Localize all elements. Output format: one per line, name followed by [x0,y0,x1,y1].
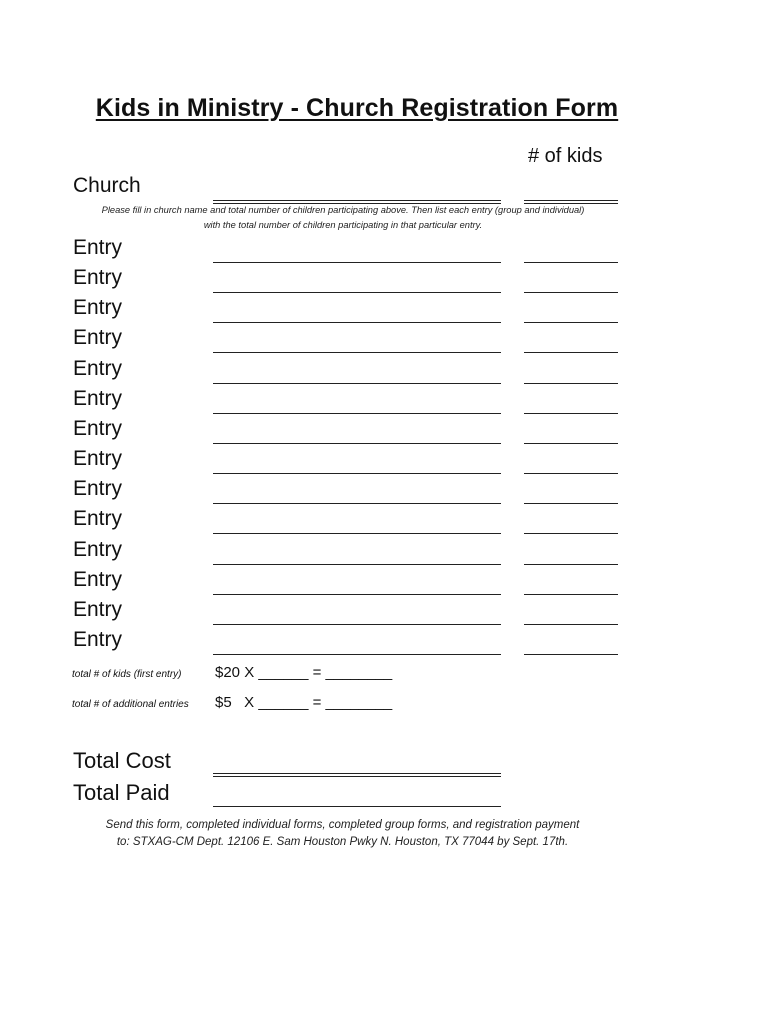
entry-kids-count-field[interactable] [524,473,618,474]
total-paid-label: Total Paid [73,780,170,805]
entry-kids-count-field[interactable] [524,624,618,625]
entry-name-field[interactable] [213,322,501,323]
entry-name-field[interactable] [213,654,501,655]
entry-kids-count-field[interactable] [524,594,618,595]
entry-kids-count-field[interactable] [524,383,618,384]
entry-label: Entry [73,567,123,591]
entry-label: Entry [73,507,123,531]
entry-name-field[interactable] [213,473,501,474]
entry-label: Entry [73,236,123,259]
entry-name-field[interactable] [213,564,501,565]
entry-kids-count-field[interactable] [524,654,618,655]
form-title: Kids in Ministry - Church Registration Form [95,94,619,122]
entry-kids-count-field[interactable] [524,292,618,293]
entry-name-field[interactable] [213,352,501,353]
entry-name-field[interactable] [213,624,501,625]
entry-kids-count-field[interactable] [524,413,618,414]
entry-label: Entry [73,266,123,290]
additional-entries-calc-formula[interactable]: $5 X ______ = ________ [215,694,393,711]
entry-name-field[interactable] [213,594,501,595]
footer-line-1: Send this form, completed individual forms, completed group forms, and registration payment [105,819,580,831]
entry-kids-count-field[interactable] [524,564,618,565]
instructions-line-1: Please fill in church name and total number of children participating above. Then list each entry (group and individual) [101,205,585,215]
entry-label: Entry [73,627,123,651]
entry-label: Entry [73,386,123,410]
first-entry-calc-label: total # of kids (first entry) [72,669,182,680]
church-name-field[interactable] [213,200,501,204]
entry-name-field[interactable] [213,503,501,504]
entry-kids-count-field[interactable] [524,322,618,323]
entry-label: Entry [73,326,123,350]
total-cost-label: Total Cost [73,748,171,773]
entry-kids-count-field[interactable] [524,533,618,534]
instructions-line-2: with the total number of children participating in that particular entry. [203,220,483,230]
entry-name-field[interactable] [213,262,501,263]
entry-label: Entry [73,356,123,380]
entry-label: Entry [73,597,123,621]
entry-kids-count-field[interactable] [524,503,618,504]
total-paid-field[interactable] [213,806,501,807]
entry-label: Entry [73,477,123,501]
entry-label: Entry [73,537,123,561]
first-entry-calc-formula[interactable]: $20 X ______ = ________ [215,664,393,681]
total-cost-field[interactable] [213,773,501,777]
church-kids-count-field[interactable] [524,200,618,204]
entry-name-field[interactable] [213,383,501,384]
entry-kids-count-field[interactable] [524,262,618,263]
entry-name-field[interactable] [213,533,501,534]
entry-name-field[interactable] [213,292,501,293]
entry-name-field[interactable] [213,443,501,444]
entry-label: Entry [73,416,123,440]
kids-column-header: # of kids [528,145,603,167]
entry-label: Entry [73,296,123,320]
additional-entries-calc-label: total # of additional entries [72,699,189,710]
footer-line-2: to: STXAG-CM Dept. 12106 E. Sam Houston Pwky N. Houston, TX 77044 by Sept. 17th. [116,836,569,848]
entry-kids-count-field[interactable] [524,352,618,353]
entry-kids-count-field[interactable] [524,443,618,444]
church-label: Church [73,174,141,197]
entry-name-field[interactable] [213,413,501,414]
entry-label: Entry [73,447,123,471]
